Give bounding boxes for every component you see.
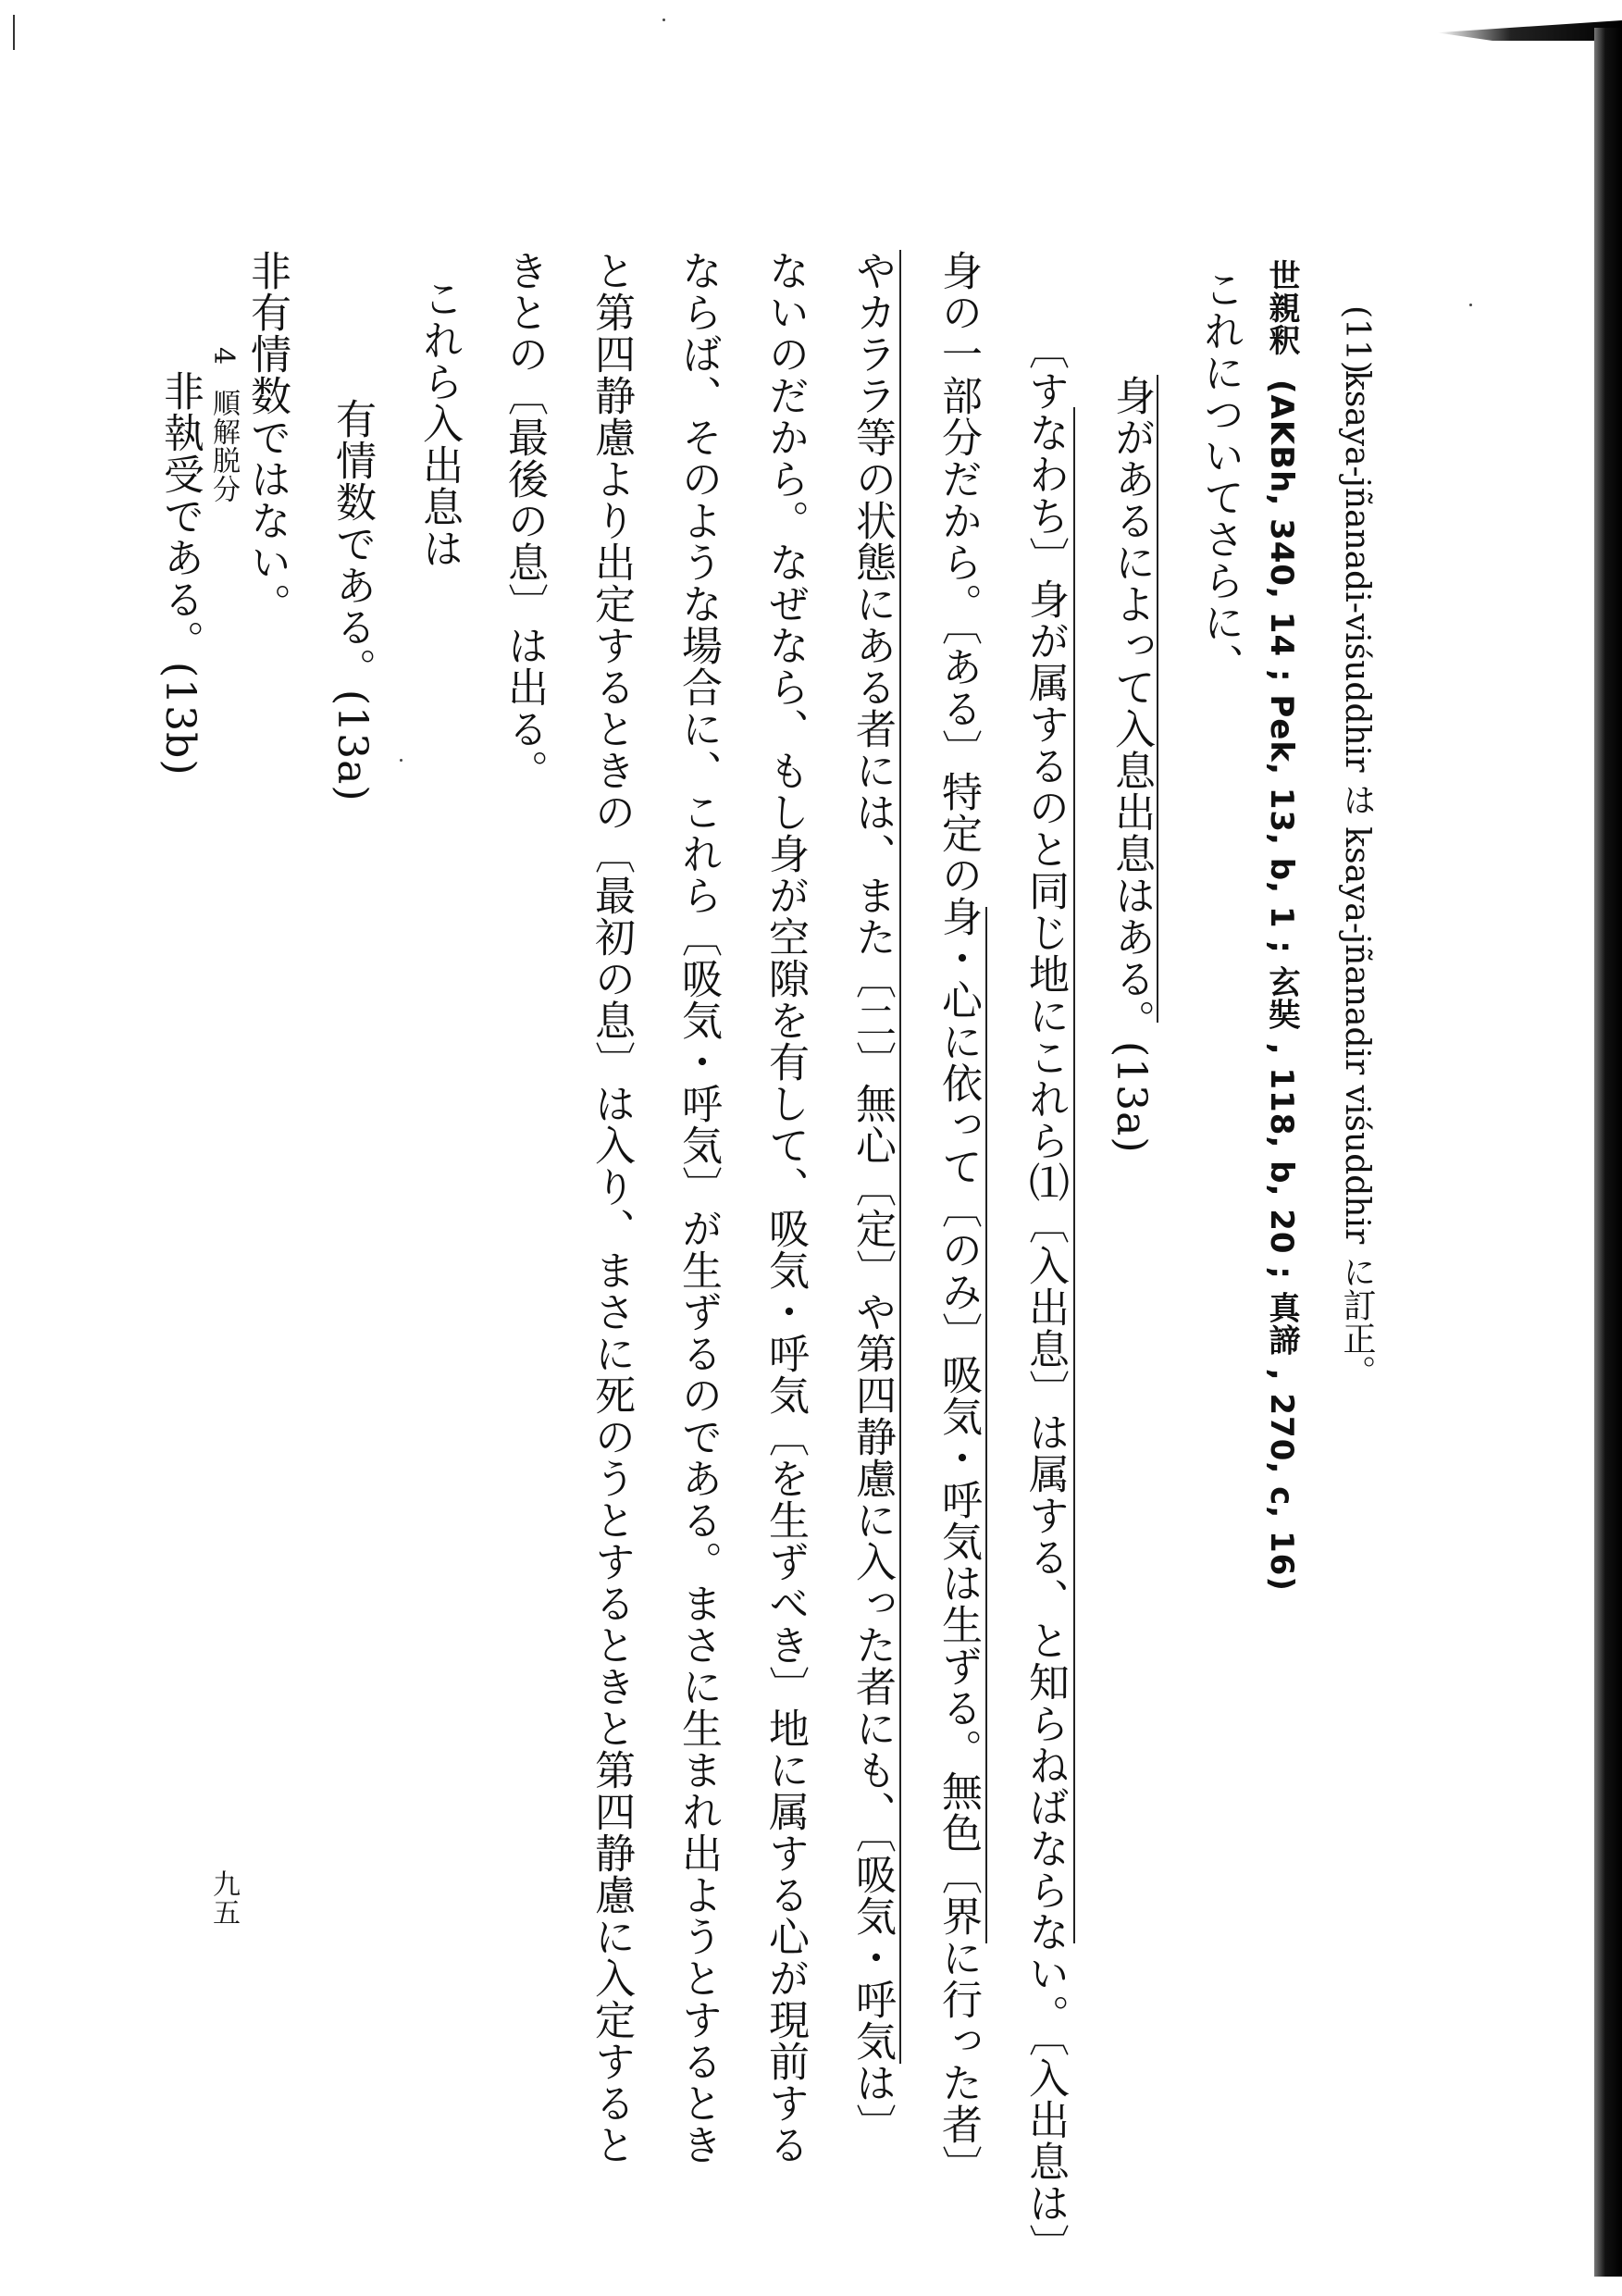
footnote-marker: (11) [1338, 305, 1376, 374]
chapter-title: 順解脱分 [207, 389, 240, 503]
emphasis-line [985, 907, 987, 1943]
verse-line: 身があるによって入息出息はある。(13a) [1108, 375, 1155, 1154]
body-line: 非有情数ではない。 [243, 250, 291, 625]
emphasis-line [899, 250, 901, 2064]
page-number: 九五 [207, 1869, 240, 1927]
emphasis-line [1073, 407, 1075, 1943]
scan-speck [662, 19, 665, 21]
commentary-reference: (AKBh, 340, 14 ; Pek, 13, b, 1 ; 玄奘 , 118, b, 20 ; 真諦 , 270, c, 16) [1263, 379, 1300, 1592]
commentary-heading: 世親釈 [1263, 259, 1300, 356]
body-line: ないのだから。なぜなら、もし身が空隙を有して、吸気・呼気〔を生ずべき〕地に属する心が現前する [761, 250, 809, 2166]
emphasis-line [1157, 375, 1158, 1023]
verse-line: 非執受である。(13b) [156, 370, 204, 776]
scan-edge-shadow [1594, 28, 1622, 2277]
body-line: 〔すなわち〕身が属するのと同じ地にこれら⑴〔入出息〕は属する、と知らねばならない。〔入出息は〕 [1021, 329, 1069, 2265]
scan-speck [400, 759, 402, 762]
verse-line: 有情数である。(13a) [328, 398, 376, 802]
body-line: と第四静慮より出定するときの〔最初の息〕は入り、まさに死のうとするときと第四静慮に入定すると [588, 250, 635, 2166]
body-line: これについてさらに、 [1196, 268, 1244, 685]
footnote-text: ksaya-jñanadi-viśuddhir は ksaya-jñanadir viśuddhir に訂正。 [1338, 370, 1376, 1388]
body-line: やカララ等の状態にある者には、また〔二〕無心〔定〕や第四静慮に入った者にも、〔吸気・呼気は〕 [848, 250, 896, 2145]
body-line: これら入出息は [415, 278, 463, 569]
scan-speck [1469, 304, 1472, 306]
chapter-number: 4 [207, 347, 240, 366]
body-line: ならば、そのような場合に、これら〔吸気・呼気〕が生ずるのである。まさに生まれ出ようとするとき [675, 250, 722, 2166]
body-line: きとの〔最後の息〕は出る。 [501, 250, 548, 791]
scan-mark [13, 15, 15, 50]
body-line: 身の一部分だから。〔ある〕特定の身・心に依って〔のみ〕吸気・呼気は生ずる。無色〔界に行った者〕 [935, 250, 982, 2187]
